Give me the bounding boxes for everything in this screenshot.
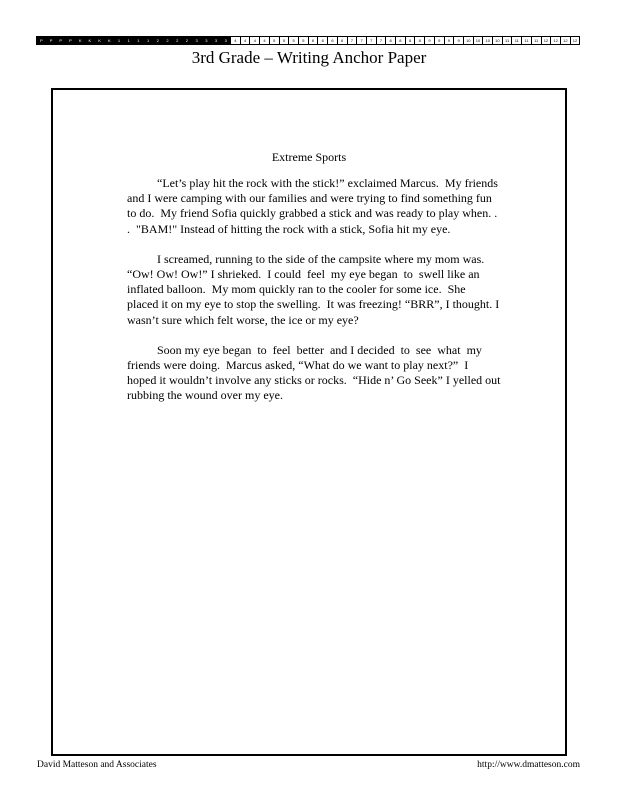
essay-line: “Ow! Ow! Ow!” I shrieked. I could feel my eye began to swell like an <box>127 267 480 282</box>
footer-publisher: David Matteson and Associates <box>37 760 157 770</box>
grade-strip-cell: 12 <box>561 37 571 44</box>
grade-strip-cell: 2 <box>183 37 193 44</box>
grade-strip-cell: 1 <box>124 37 134 44</box>
essay-line: and I were camping with our families and were trying to find something fun <box>127 191 492 206</box>
grade-strip-cell: P <box>37 37 47 44</box>
anchor-paper-frame <box>51 88 567 756</box>
grade-strip-cell: 1 <box>144 37 154 44</box>
grade-strip-cell: 5 <box>280 37 290 44</box>
grade-strip-cell: P <box>47 37 57 44</box>
grade-strip-cell: P <box>56 37 66 44</box>
grade-strip-cell: 8 <box>396 37 406 44</box>
grade-level-strip <box>36 36 580 45</box>
essay-line: wasn’t sure which felt worse, the ice or my eye? <box>127 312 359 327</box>
grade-strip-cell: 3 <box>221 37 231 44</box>
grade-strip-cell: 8 <box>415 37 425 44</box>
grade-strip-cell: K <box>105 37 115 44</box>
grade-strip-cell: 11 <box>512 37 522 44</box>
grade-strip-cell: 9 <box>435 37 445 44</box>
essay-body <box>127 176 507 404</box>
grade-strip-cell: 6 <box>309 37 319 44</box>
grade-strip-cell: 1 <box>134 37 144 44</box>
grade-strip-cell: 3 <box>212 37 222 44</box>
grade-strip-cell: 12 <box>542 37 552 44</box>
grade-strip-cell: 10 <box>483 37 493 44</box>
grade-strip-cell: 8 <box>386 37 396 44</box>
essay-line: to do. My friend Sofia quickly grabbed a stick and was ready to play when. . <box>127 206 498 221</box>
grade-strip-cell: 5 <box>289 37 299 44</box>
grade-strip-cell: 2 <box>173 37 183 44</box>
grade-strip-cell: 10 <box>493 37 503 44</box>
grade-strip-cell: 7 <box>367 37 377 44</box>
essay-line: Soon my eye began to feel better and I decided to see what my <box>157 342 482 357</box>
grade-strip-cell: 6 <box>318 37 328 44</box>
essay-paragraph-3 <box>127 343 507 404</box>
grade-strip-cell: K <box>76 37 86 44</box>
grade-strip-cell: 12 <box>551 37 561 44</box>
essay-paragraph-2 <box>127 252 507 328</box>
grade-strip-cell: 10 <box>474 37 484 44</box>
grade-strip-cell: 11 <box>503 37 513 44</box>
essay-line: . "BAM!" Instead of hitting the rock with a stick, Sofia hit my eye. <box>127 221 451 236</box>
grade-strip-cell: 3 <box>192 37 202 44</box>
essay-line: placed it on my eye to stop the swelling. It was freezing! “BRR”, I thought. I <box>127 297 500 312</box>
grade-strip-cell: 1 <box>115 37 125 44</box>
grade-strip-cell: 5 <box>270 37 280 44</box>
grade-strip-cell: 10 <box>464 37 474 44</box>
grade-strip-cell: 8 <box>406 37 416 44</box>
essay-line: I screamed, running to the side of the campsite where my mom was. <box>157 251 485 266</box>
grade-strip-cell: 3 <box>202 37 212 44</box>
grade-strip-cell: 7 <box>348 37 358 44</box>
grade-strip-cell: 4 <box>260 37 270 44</box>
essay-line: “Let’s play hit the rock with the stick!” exclaimed Marcus. My friends <box>157 176 498 190</box>
grade-strip-cell: 6 <box>338 37 348 44</box>
grade-strip-cell: 2 <box>163 37 173 44</box>
grade-strip-cell: 11 <box>532 37 542 44</box>
grade-strip-cell: 7 <box>377 37 387 44</box>
grade-strip-cell: 9 <box>445 37 455 44</box>
grade-strip-cell: K <box>95 37 105 44</box>
grade-strip-cell: 9 <box>425 37 435 44</box>
grade-strip-cell: 12 <box>572 38 578 43</box>
essay-paragraph-1 <box>127 176 507 237</box>
grade-strip-cell: 6 <box>328 37 338 44</box>
essay-title: Extreme Sports <box>271 150 347 164</box>
footer-url: http://www.dmatteson.com <box>477 760 580 770</box>
grade-strip-cell: 2 <box>153 37 163 44</box>
grade-strip-cell: 11 <box>522 37 532 44</box>
grade-strip-cell: 9 <box>454 37 464 44</box>
essay-line: rubbing the wound over my eye. <box>127 388 283 403</box>
essay-line: hoped it wouldn’t involve any sticks or rocks. “Hide n’ Go Seek” I yelled out <box>127 373 501 388</box>
page-title: 3rd Grade – Writing Anchor Paper <box>191 48 427 67</box>
grade-strip-cell: P <box>66 37 76 44</box>
grade-strip-cell: 4 <box>241 37 251 44</box>
grade-strip-cell: 5 <box>299 37 309 44</box>
grade-strip-cell: 4 <box>231 37 241 44</box>
grade-strip-cell: 4 <box>250 37 260 44</box>
essay-line: friends were doing. Marcus asked, “What do we want to play next?” I <box>127 358 469 373</box>
grade-strip-cell: 7 <box>357 37 367 44</box>
grade-strip-cell: K <box>86 37 96 44</box>
essay-line: inflated balloon. My mom quickly ran to the cooler for some ice. She <box>127 282 466 297</box>
